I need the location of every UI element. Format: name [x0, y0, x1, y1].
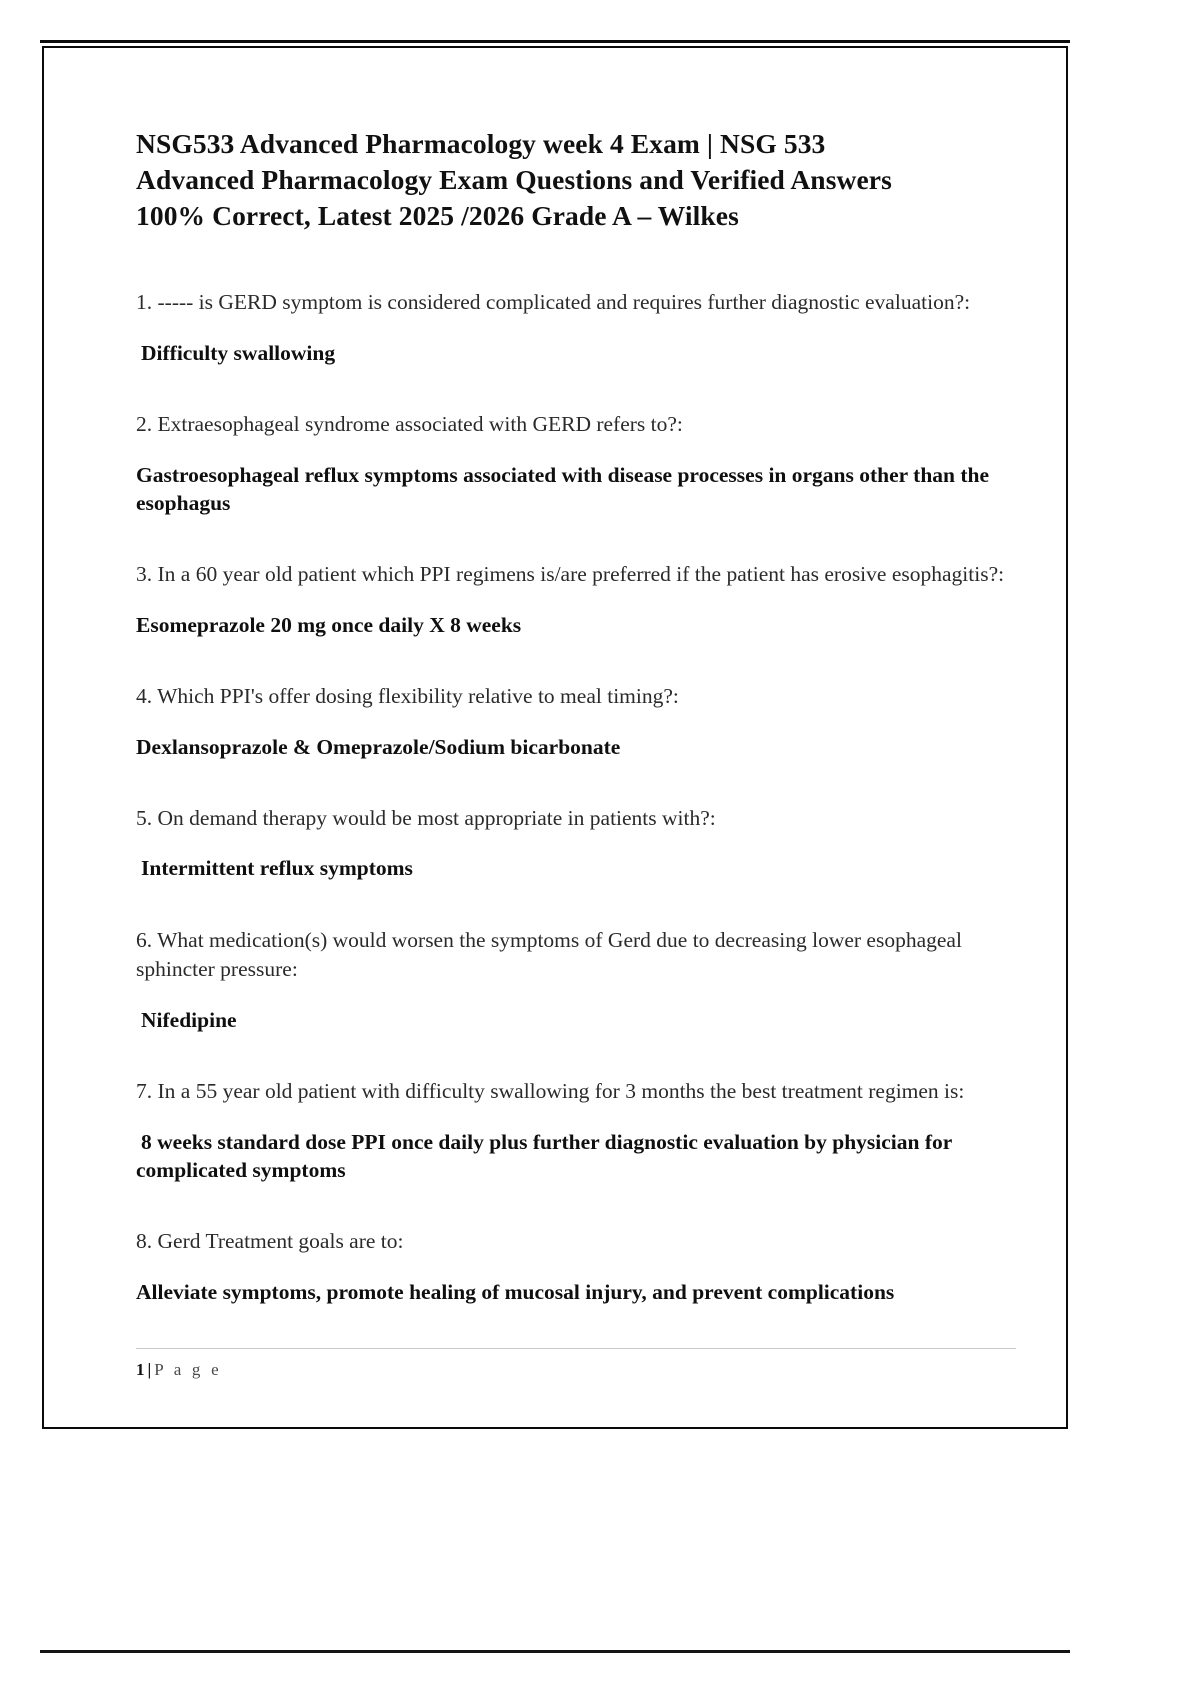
top-divider-rule: [40, 40, 1070, 43]
qa-item: [136, 1077, 1016, 1184]
answer-text: 8 weeks standard dose PPI once daily plus further diagnostic evaluation by physician for complicated symptoms: [136, 1129, 952, 1182]
footer-separator: |: [147, 1360, 152, 1379]
answer-text: Gastroesophageal reflux symptoms associated with disease processes in organs other than the esophagus: [136, 462, 990, 515]
answer-text: Nifedipine: [141, 1007, 237, 1032]
qa-item: [136, 288, 1016, 367]
footer-page-label: P a g e: [154, 1360, 222, 1379]
page-footer: [136, 1360, 1016, 1380]
answer-text: Esomeprazole 20 mg once daily X 8 weeks: [136, 612, 522, 637]
question-text: 4. Which PPI's offer dosing flexibility relative to meal timing?:: [136, 684, 679, 709]
qa-item: [136, 1227, 1016, 1306]
page-title: [136, 126, 976, 233]
footer-page-number: 1: [136, 1360, 145, 1379]
question-text: 6. What medication(s) would worsen the symptoms of Gerd due to decreasing lower esophageal sphincter pressure:: [136, 927, 962, 982]
qa-item: [136, 926, 1016, 1034]
question-text: 7. In a 55 year old patient with difficulty swallowing for 3 months the best treatment regimen is:: [136, 1079, 965, 1104]
answer-text: Alleviate symptoms, promote healing of mucosal injury, and prevent complications: [136, 1279, 895, 1304]
qa-item: [136, 560, 1016, 639]
answer-text: Intermittent reflux symptoms: [141, 856, 413, 881]
qa-item: [136, 682, 1016, 761]
page-title-line-2: Advanced Pharmacology Exam Questions and Verified Answers: [136, 163, 892, 195]
answer-text: Difficulty swallowing: [141, 340, 336, 365]
page-title-line-3: 100% Correct, Latest 2025 /2026 Grade A – Wilkes: [136, 199, 739, 231]
footer-divider: [136, 1348, 1016, 1349]
question-text: 8. Gerd Treatment goals are to:: [136, 1229, 404, 1254]
qa-item: [136, 804, 1016, 883]
question-text: 1. ----- is GERD symptom is considered complicated and requires further diagnostic evaluation?:: [136, 290, 971, 315]
question-text: 5. On demand therapy would be most appropriate in patients with?:: [136, 805, 716, 830]
qa-item: [136, 410, 1016, 517]
answer-text: Dexlansoprazole & Omeprazole/Sodium bicarbonate: [136, 734, 621, 759]
bottom-divider-rule: [40, 1650, 1070, 1653]
question-text: 3. In a 60 year old patient which PPI regimens is/are preferred if the patient has erosive esophagitis?:: [136, 562, 1005, 587]
document-page: [42, 46, 1068, 1429]
page-title-line-1: NSG533 Advanced Pharmacology week 4 Exam | NSG 533: [136, 128, 826, 159]
page-content: [136, 126, 1016, 1349]
question-answer-list: [136, 288, 1016, 1306]
question-text: 2. Extraesophageal syndrome associated with GERD refers to?:: [136, 412, 683, 437]
